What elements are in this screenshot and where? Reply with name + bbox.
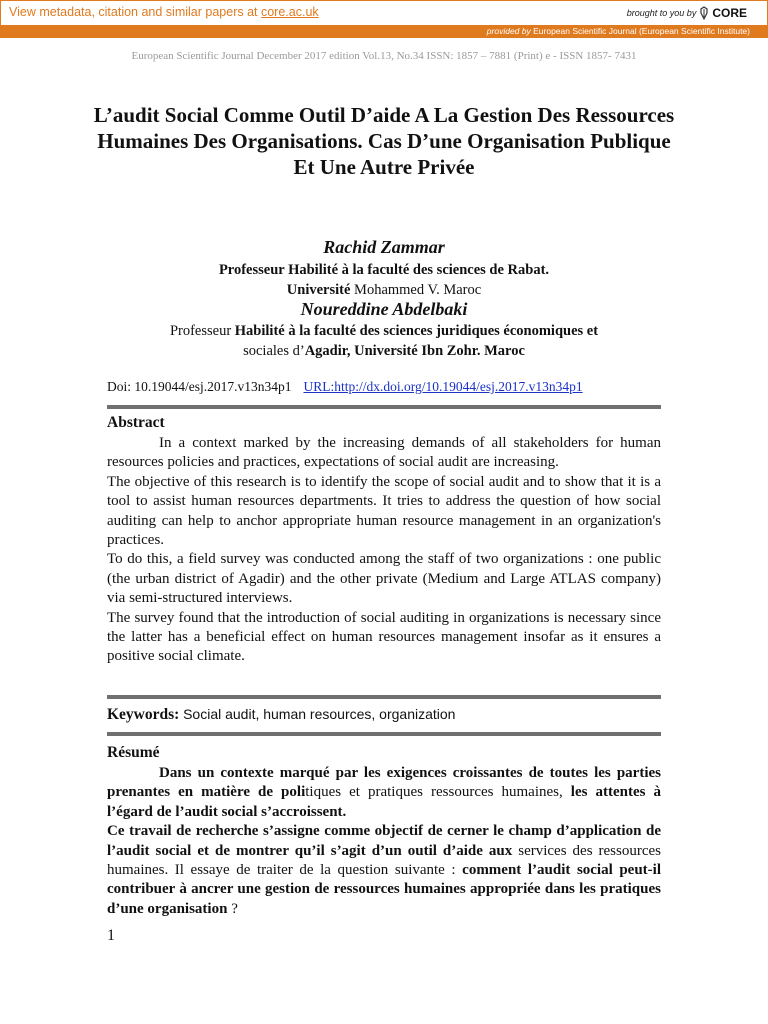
abstract-paragraph-4: The survey found that the introduction of social auditing in organizations is necessary since the latter has a beneficial effect on human resources management insofar as it ensures a positive social climate. xyxy=(107,609,661,665)
author-2-name: Noureddine Abdelbaki xyxy=(300,299,468,319)
author-1-affil-univ: Université xyxy=(286,282,351,298)
keywords-value: Social audit, human resources, organization xyxy=(183,706,456,722)
abstract-paragraph-3: To do this, a field survey was conducted among the staff of two organizations : one public (the urban district of Agadir) and the other private (Medium and Large ATLAS company) via semi-structured interviews. xyxy=(107,551,661,607)
resume-paragraph-2 xyxy=(107,822,661,919)
author-2-affil-line2: Agadir, Université Ibn Zohr. Maroc xyxy=(304,343,525,359)
author-2-affil-title: Professeur xyxy=(169,323,235,339)
abstract-body xyxy=(107,434,661,667)
author-1-affil-line1: Professeur Habilité à la faculté des sciences de Rabat. xyxy=(218,262,550,278)
provided-source[interactable]: European Scientific Journal (European Scientific Institute) xyxy=(533,26,750,36)
page-number: 1 xyxy=(107,927,115,944)
author-1-affil-rest: Mohammed V. Maroc xyxy=(350,282,482,298)
core-name: CORE xyxy=(712,6,747,20)
core-banner xyxy=(0,0,768,38)
divider-middle xyxy=(107,695,661,699)
resume-p1-normal: tiques et pratiques ressources humaines, xyxy=(305,784,563,801)
resume-paragraph-1 xyxy=(107,764,661,822)
doi-line xyxy=(107,379,583,395)
abstract-heading: Abstract xyxy=(107,414,165,431)
resume-p2-end: ? xyxy=(227,900,238,917)
resume-p1-bold-end: les attentes à l’égard de l’audit social s’accroissent. xyxy=(107,784,661,820)
keywords-line xyxy=(107,706,455,724)
journal-header: European Scientific Journal December 2017 edition Vol.13, No.34 ISSN: 1857 – 7881 (Print) e - ISSN 1857- 7431 xyxy=(131,50,637,62)
core-metadata-link[interactable] xyxy=(9,5,319,19)
brought-to-you[interactable] xyxy=(627,6,747,20)
author-2-affil-line1: Habilité à la faculté des sciences juridiques économiques et xyxy=(234,323,599,339)
provided-prefix: provided by xyxy=(486,26,531,36)
author-1-name: Rachid Zammar xyxy=(323,237,445,257)
resume-p2-bold-question: comment l’audit social peut-il contribuer à ancrer une gestion de ressources humaines appropriée dans les pratiques d’une organisation xyxy=(107,862,662,917)
core-logo-icon xyxy=(699,6,709,20)
core-link-prefix: View metadata, citation and similar papers at xyxy=(9,5,261,19)
abstract-paragraph-1: In a context marked by the increasing demands of all stakeholders for human resources policies and practices, expectations of social audit are increasing. xyxy=(107,435,661,471)
resume-body xyxy=(107,764,661,919)
author-1-affiliation xyxy=(100,260,668,300)
resume-p2-bold: Ce travail de recherche s’assigne comme objectif de cerner le champ d’application de l’audit social et de montrer qu’il s’agit d’un outil d’aide aux xyxy=(107,823,661,859)
resume-p2-normal: services des ressources humaines. Il essaye de traiter de la question suivante : xyxy=(107,842,662,879)
abstract-paragraph-2: The objective of this research is to identify the scope of social audit and to show that it is a tool to assist human resources departments. It tries to address the question of how social auditing can help to anchor appropriate human resource management in an organization's practices. xyxy=(107,473,661,549)
brought-text: brought to you by xyxy=(626,8,697,18)
paper-title: L’audit Social Comme Outil D’aide A La Gestion Des Ressources Humaines Des Organisations. Cas D’une Organisation Publique Et Une Autre Privée xyxy=(93,103,675,179)
resume-p1-bold: Dans un contexte marqué par les exigences croissantes de toutes les parties prenantes en matière de poli xyxy=(107,765,661,801)
divider-top xyxy=(107,405,661,409)
core-top-bar xyxy=(0,0,768,26)
doi-url-link[interactable]: URL:http://dx.doi.org/10.19044/esj.2017.v13n34p1 xyxy=(303,379,583,394)
resume-heading: Résumé xyxy=(107,744,160,761)
divider-bottom xyxy=(107,732,661,736)
core-link-text[interactable]: core.ac.uk xyxy=(260,5,319,19)
keywords-label: Keywords: xyxy=(107,706,180,723)
author-2-affil-prefix: sociales d’ xyxy=(243,343,305,359)
provided-by-bar xyxy=(0,25,768,38)
author-2-affiliation xyxy=(100,321,668,361)
doi-text: Doi: 10.19044/esj.2017.v13n34p1 xyxy=(107,379,292,394)
